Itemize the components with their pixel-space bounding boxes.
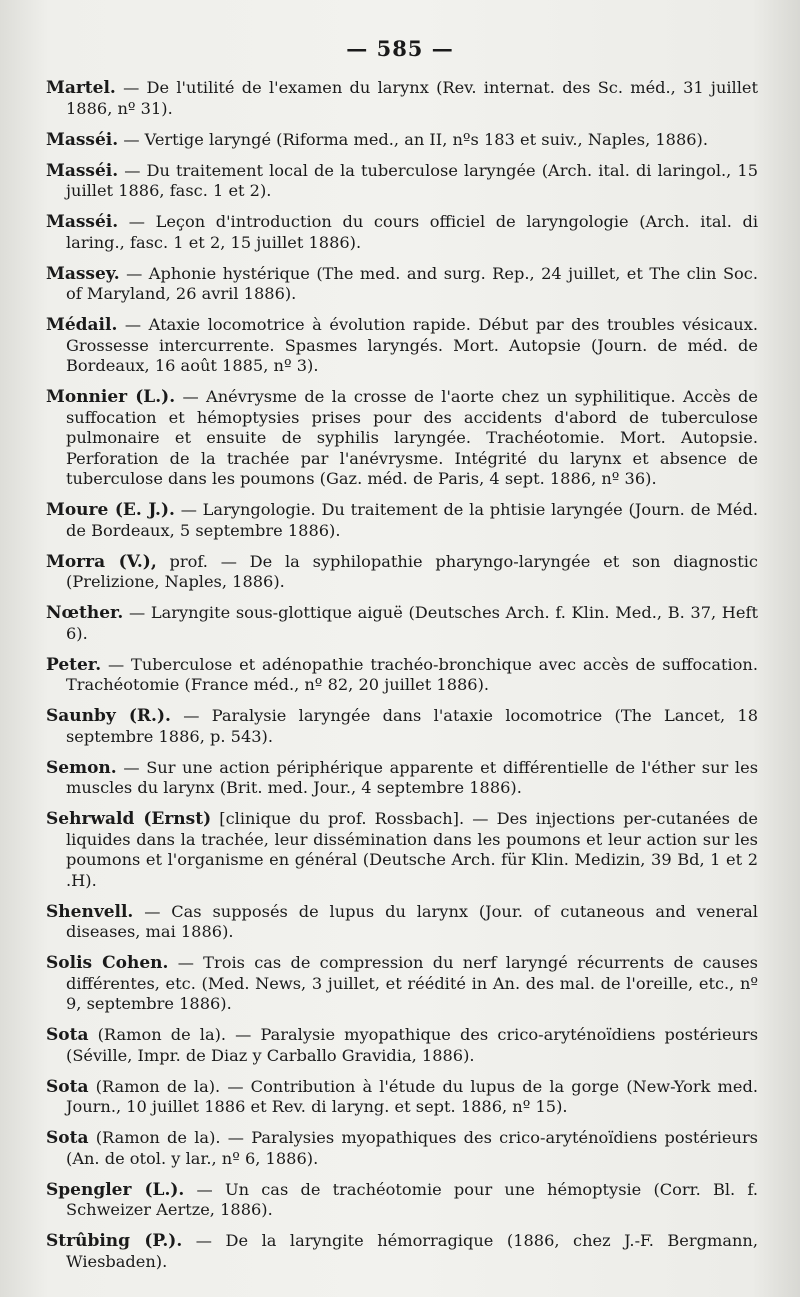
bibliography-entry	[46, 78, 758, 119]
bibliography-entry	[46, 1128, 758, 1169]
entry-author: Sehrwald (Ernst)	[46, 809, 212, 829]
bibliography-entry	[46, 953, 758, 1015]
entry-text: — Paralysie laryngée dans l'ataxie locomotrice (The Lancet, 18 septembre 1886, p. 543).	[66, 706, 758, 746]
entry-text: — Laryngologie. Du traitement de la phtisie laryngée (Journ. de Méd. de Bordeaux, 5 septembre 1886).	[66, 500, 758, 540]
entry-text: — Ataxie locomotrice à évolution rapide. Début par des troubles vésicaux. Grossesse intercurrente. Spasmes laryngés. Mort. Autopsie (Journ. de méd. de Bordeaux, 16 août 1885, nº 3).	[66, 315, 758, 375]
entry-author: Martel.	[46, 78, 116, 98]
bibliography-entry	[46, 552, 758, 593]
entry-author: Spengler (L.).	[46, 1179, 185, 1200]
bibliography-entry	[46, 1077, 758, 1118]
bibliography-entry	[46, 603, 758, 644]
bibliography-entry	[46, 130, 758, 151]
entry-author: Masséi.	[46, 129, 119, 150]
entry-author: Sota	[46, 1076, 89, 1097]
entry-text: — Sur une action périphérique apparente et différentielle de l'éther sur les muscles du larynx (Brit. med. Jour., 4 septembre 1886).	[66, 757, 758, 797]
bibliography-entry	[46, 655, 758, 696]
entry-author: Sota	[46, 1128, 89, 1148]
entry-author: Moure (E. J.).	[46, 500, 175, 520]
entry-text: (Ramon de la). — Paralysies myopathiques des crico-aryténoïdiens postérieurs (An. de otol. y lar., nº 6, 1886).	[66, 1128, 758, 1168]
entry-author: Morra (V.),	[46, 551, 157, 572]
entry-text: — Leçon d'introduction du cours officiel de laryngologie (Arch. ital. di laring., fasc. 1 et 2, 15 juillet 1886).	[66, 212, 758, 252]
entry-text: — Vertige laryngé (Riforma med., an II, nºs 183 et suiv., Naples, 1886).	[118, 129, 709, 149]
bibliography-entry	[46, 902, 758, 943]
entry-author: Shenvell.	[46, 901, 134, 922]
bibliography-entry	[46, 1180, 758, 1221]
entry-author: Peter.	[46, 654, 102, 675]
bibliography-entry	[46, 809, 758, 891]
bibliography-entry	[46, 706, 758, 747]
bibliography-entry	[46, 1231, 758, 1272]
bibliography-entry	[46, 758, 758, 799]
bibliography-list	[46, 78, 758, 1283]
entry-text: — De l'utilité de l'examen du larynx (Rev. internat. des Sc. méd., 31 juillet 1886, nº 31).	[66, 78, 758, 118]
entry-text: — De la laryngite hémorragique (1886, chez J.-F. Bergmann, Wiesbaden).	[66, 1231, 758, 1271]
bibliography-entry	[46, 387, 758, 490]
page-number: — 585 —	[346, 36, 454, 61]
bibliography-entry	[46, 264, 758, 305]
entry-text: — Laryngite sous-glottique aiguë (Deutsches Arch. f. Klin. Med., B. 37, Heft 6).	[66, 603, 758, 643]
entry-text: — Du traitement local de la tuberculose laryngée (Arch. ital. di laringol., 15 juillet 1886, fasc. 1 et 2).	[66, 160, 758, 200]
entry-author: Masséi.	[46, 212, 119, 232]
entry-text: (Ramon de la). — Paralysie myopathique des crico-aryténoïdiens postérieurs (Séville, Impr. de Diaz y Carballo Gravidia, 1886).	[66, 1025, 758, 1065]
entry-text: — Anévrysme de la crosse de l'aorte chez un syphilitique. Accès de suffocation et hémoptysies prises pour des accidents d'abord de tuberculose pulmonaire et ensuite de syphilis laryngée. Trachéotomie. Mort. Autopsie. Perforation de la trachée par l'anévrysme. Intégrité du larynx et absence de tuberculose dans les poumons (Gaz. méd. de Paris, 4 sept. 1886, nº 36).	[66, 387, 758, 488]
entry-author: Nœther.	[46, 603, 124, 623]
entry-text: (Ramon de la). — Contribution à l'étude du lupus de la gorge (New-York med. Journ., 10 juillet 1886 et Rev. di laryng. et sept. 1886, nº 15).	[66, 1076, 758, 1116]
bibliography-entry	[46, 315, 758, 377]
entry-text: [clinique du prof. Rossbach]. — Des injections per-cutanées de liquides dans la trachée, leur dissémination dans les poumons et leur action sur les poumons et l'organisme en général (Deutsche Arch. für Klin. Medizin, 39 Bd, 1 et 2 .H).	[66, 809, 759, 890]
entry-author: Saunby (R.).	[46, 706, 171, 726]
bibliography-entry	[46, 212, 758, 253]
entry-author: Massey.	[46, 263, 120, 284]
entry-text: — Aphonie hystérique (The med. and surg. Rep., 24 juillet, et The clin Soc. of Maryland, 26 avril 1886).	[66, 263, 758, 303]
entry-author: Monnier (L.).	[46, 387, 176, 407]
entry-author: Médail.	[46, 315, 118, 335]
entry-text: — Un cas de trachéotomie pour une hémoptysie (Corr. Bl. f. Schweizer Aertze, 1886).	[66, 1179, 758, 1219]
entry-author: Masséi.	[46, 160, 119, 181]
entry-text: — Trois cas de compression du nerf laryngé récurrents de causes différentes, etc. (Med. News, 3 juillet, et réédité in An. des mal. de l'oreille, etc., nº 9, septembre 1886).	[66, 953, 758, 1013]
bibliography-entry	[46, 500, 758, 541]
bibliography-entry	[46, 161, 758, 202]
entry-author: Strûbing (P.).	[46, 1231, 183, 1251]
entry-text: prof. — De la syphilopathie pharyngo-laryngée et son diagnostic (Prelizione, Naples, 1886).	[66, 551, 758, 591]
entry-text: — Tuberculose et adénopathie trachéo-bronchique avec accès de suffocation. Trachéotomie (France méd., nº 82, 20 juillet 1886).	[66, 654, 758, 694]
entry-author: Semon.	[46, 757, 117, 778]
entry-author: Sota	[46, 1025, 89, 1045]
entry-text: — Cas supposés de lupus du larynx (Jour. of cutaneous and veneral diseases, mai 1886).	[66, 901, 758, 941]
entry-author: Solis Cohen.	[46, 953, 169, 973]
bibliography-entry	[46, 1025, 758, 1066]
